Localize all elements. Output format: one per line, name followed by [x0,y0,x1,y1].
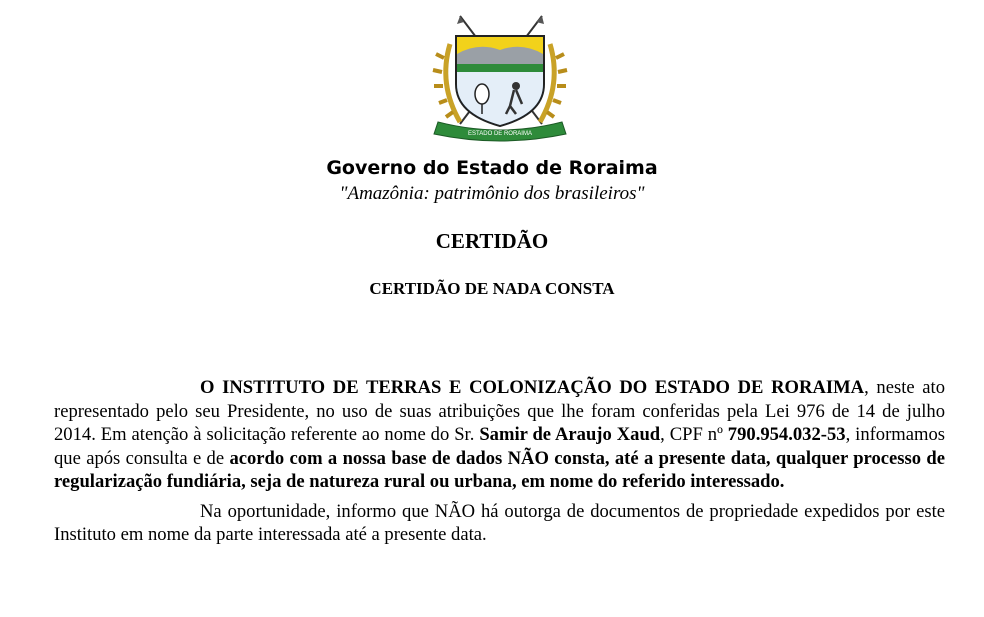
government-motto: "Amazônia: patrimônio dos brasileiros" [339,183,645,204]
person-name: Samir de Araujo Xaud [479,424,661,445]
government-title: Governo do Estado de Roraima [326,157,658,179]
document-subtitle: CERTIDÃO DE NADA CONSTA [369,279,615,298]
paragraph-text: , informamos que após consulta e de [54,424,946,469]
paragraph-text: , neste ato representado pelo seu Presidente, no uso de suas atribuições que lhe foram conferidas pela Lei 976 de 14 de julho 2014. Em atenção à solicitação referente ao nome do Sr. [54,377,945,445]
nothing-on-record-statement: acordo com a nossa base de dados NÃO consta, até a presente data, qualquer processo de regularização fundiária, seja de natureza rural ou urbana, em nome do referido interessado. [54,447,945,492]
document-title: CERTIDÃO [435,229,549,253]
svg-text:ESTADO DE RORAIMA: ESTADO DE RORAIMA [468,131,532,137]
certificate-paragraph-1 [54,376,945,494]
certificate-paragraph-2: Na oportunidade, informo que NÃO há outorga de documentos de propriedade expedidos por este Instituto em nome da parte interessada até a presente data. [54,500,945,545]
roraima-coat-of-arms-icon [430,14,570,146]
cpf-number: 790.954.032-53 [727,424,846,445]
institute-name: O INSTITUTO DE TERRAS E COLONIZAÇÃO DO ESTADO DE RORAIMA [200,377,865,398]
certificate-body [54,376,945,547]
paragraph-text: , CPF nº [660,424,728,445]
